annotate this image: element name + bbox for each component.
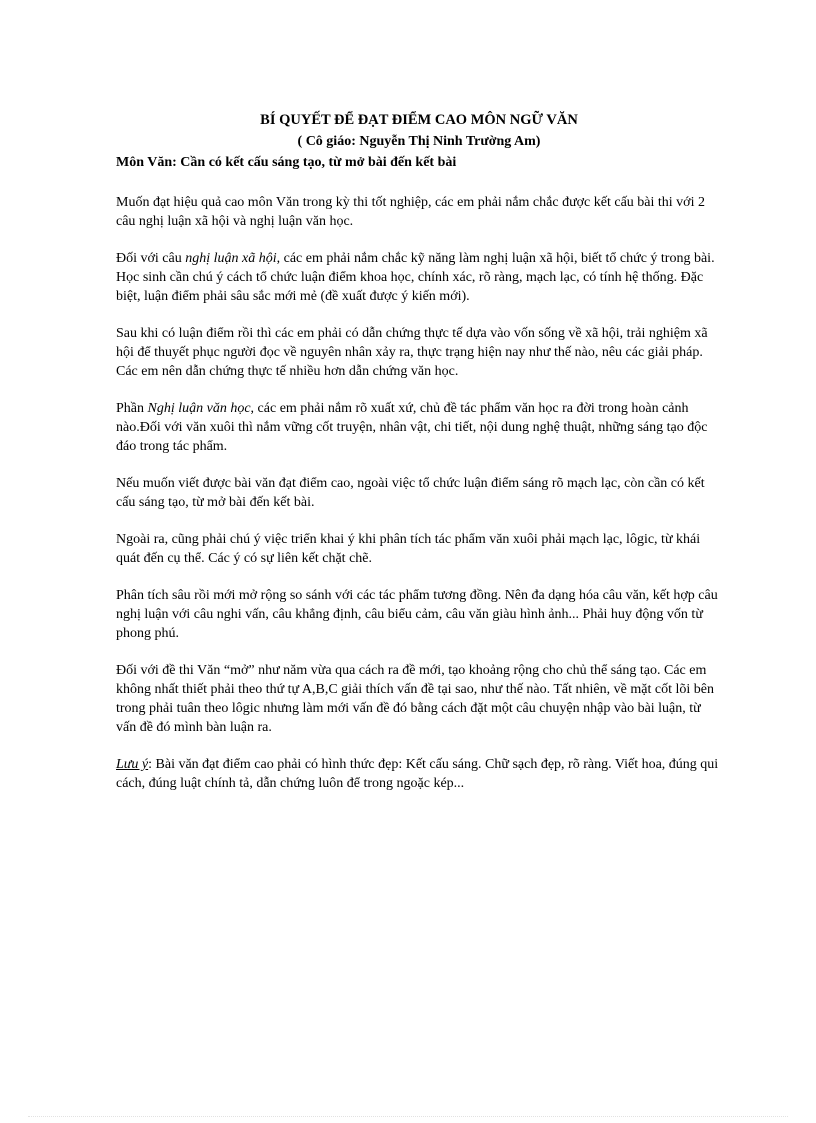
emphasis-term: nghị luận xã hội <box>185 251 277 266</box>
paragraph-social-argument <box>116 249 722 306</box>
document-body <box>116 111 722 793</box>
paragraph-note <box>116 755 722 793</box>
page-bottom-divider <box>28 1116 788 1117</box>
document-title: BÍ QUYẾT ĐỂ ĐẠT ĐIỂM CAO MÔN NGỮ VĂN <box>260 112 578 128</box>
paragraph-evidence: Sau khi có luận điểm rồi thì các em phải có dẫn chứng thực tế dựa vào vốn sống về xã hội, trải nghiệm xã hội để thuyết phục người đọc về nguyên nhân xảy ra, thực trạng hiện nay như thế nào, nêu các giải pháp. Các em nên dẫn chứng thực tế nhiều hơn dẫn chứng văn học. <box>116 326 708 379</box>
paragraph-open-exam: Đối với đề thi Văn “mở” như năm vừa qua cách ra đề mới, tạo khoảng rộng cho chủ thể sáng tạo. Các em không nhất thiết phải theo thứ tự A,B,C giải thích vấn đề tại sao, như thế nào. Tất nhiên, về mặt cốt lõi bên trong phải tuân theo lôgic nhưng làm mới vấn đề đó bằng cách đặt một câu chuyện nhập vào bài luận, từ vấn đề đó mình bàn luận ra. <box>116 663 714 735</box>
paragraph-structure: Nếu muốn viết được bài văn đạt điểm cao, ngoài việc tổ chức luận điểm sáng rõ mạch lạc, còn cần có kết cấu sáng tạo, từ mở bài đến kết bài. <box>116 476 705 510</box>
emphasis-term: Nghị luận văn học <box>147 401 251 416</box>
section-heading: Môn Văn: Cần có kết cấu sáng tạo, từ mở bài đến kết bài <box>116 155 457 170</box>
paragraph-text: , các em phải nắm rõ xuất xứ, chủ đề tác phẩm văn học ra đời trong hoàn cảnh nào.Đối với văn xuôi thì nắm vững cốt truyện, nhân vật, chi tiết, nội dung nghệ thuật, những sáng tạo độc đáo trong tác phẩm. <box>116 401 708 454</box>
paragraph-text: Đối với câu <box>116 251 186 266</box>
paragraph-comparison: Phân tích sâu rồi mới mở rộng so sánh với các tác phẩm tương đồng. Nên đa dạng hóa câu văn, kết hợp câu nghị luận với câu nghi vấn, câu khẳng định, câu biểu cảm, câu văn giàu hình ảnh... Phải huy động vốn từ phong phú. <box>116 588 718 641</box>
paragraph-text: , các em phải nắm chắc kỹ năng làm nghị luận xã hội, biết tổ chức ý trong bài. Học sinh cần chú ý cách tổ chức luận điểm khoa học, chính xác, rõ ràng, mạch lạc, có tính hệ thống. Đặc biệt, luận điểm phải sâu sắc mới mẻ (đề xuất được ý kiến mới). <box>116 251 715 304</box>
paragraph-literary-argument <box>116 399 722 456</box>
note-label: Lưu ý <box>116 757 149 772</box>
note-text: : Bài văn đạt điểm cao phải có hình thức đẹp: Kết cấu sáng. Chữ sạch đẹp, rõ ràng. Viết hoa, đúng qui cách, đúng luật chính tả, dẫn chứng luôn để trong ngoặc kép... <box>116 757 719 791</box>
paragraph-development: Ngoài ra, cũng phải chú ý việc triển khai ý khi phân tích tác phẩm văn xuôi phải mạch lạc, lôgic, từ khái quát đến cụ thể. Các ý có sự liên kết chặt chẽ. <box>116 532 701 566</box>
author-line: ( Cô giáo: Nguyễn Thị Ninh Trường Am) <box>297 134 541 149</box>
paragraph-intro: Muốn đạt hiệu quả cao môn Văn trong kỳ thi tốt nghiệp, các em phải nắm chắc được kết cấu bài thi với 2 câu nghị luận xã hội và nghị luận văn học. <box>116 195 705 229</box>
paragraph-text: Phần <box>116 401 148 416</box>
